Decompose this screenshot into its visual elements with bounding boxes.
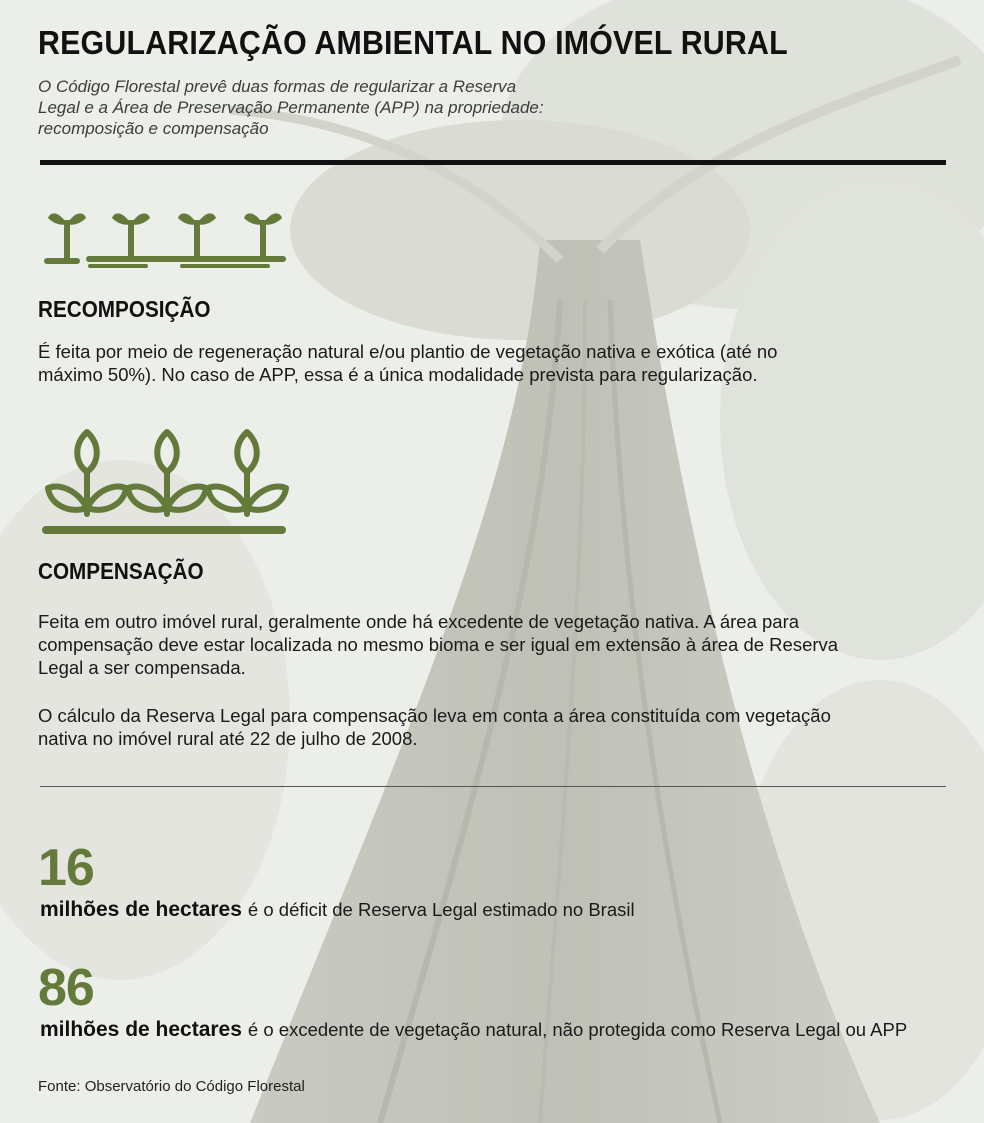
- text-line: Legal a ser compensada.: [38, 657, 246, 678]
- subtitle-line: recomposição e compensação: [38, 119, 269, 138]
- text-line: máximo 50%). No caso de APP, essa é a única modalidade prevista para regularização.: [38, 364, 758, 385]
- compensacao-text-1: [38, 610, 838, 679]
- stat-text: é o déficit de Reserva Legal estimado no Brasil: [247, 899, 635, 920]
- stat-text: é o excedente de vegetação natural, não protegida como Reserva Legal ou APP: [247, 1019, 908, 1040]
- subtitle-line: O Código Florestal prevê duas formas de regularizar a Reserva: [38, 77, 517, 96]
- text-line: É feita por meio de regeneração natural e/ou plantio de vegetação nativa e exótica (até no: [38, 341, 778, 362]
- recomposicao-text: [38, 340, 777, 386]
- header-divider: [40, 160, 946, 165]
- text-line: O cálculo da Reserva Legal para compensação leva em conta a área constituída com vegetação: [38, 705, 831, 726]
- page-subtitle: [38, 76, 598, 139]
- stat-number: 86: [38, 959, 94, 1017]
- stat-description: [40, 1018, 907, 1042]
- subtitle-line: Legal e a Área de Preservação Permanente (APP) na propriedade:: [38, 98, 544, 117]
- stat-description: [40, 898, 635, 922]
- stat-unit: milhões de hectares: [40, 898, 242, 921]
- stat-unit: milhões de hectares: [40, 1018, 242, 1041]
- source-credit: Fonte: Observatório do Código Florestal: [38, 1078, 305, 1095]
- plants-icon: [40, 428, 290, 545]
- compensacao-text-2: [38, 704, 831, 750]
- text-line: Feita em outro imóvel rural, geralmente onde há excedente de vegetação nativa. A área para: [38, 611, 800, 632]
- section-title-recomposicao: RECOMPOSIÇÃO: [38, 296, 211, 322]
- stat-number: 16: [38, 839, 94, 897]
- text-line: compensação deve estar localizada no mesmo bioma e ser igual em extensão à área de Reserva: [38, 634, 839, 655]
- sprouts-icon: [40, 200, 300, 277]
- section-title-compensacao: COMPENSAÇÃO: [38, 558, 204, 584]
- stats-divider: [40, 786, 946, 787]
- text-line: nativa no imóvel rural até 22 de julho de 2008.: [38, 728, 418, 749]
- page-title: REGULARIZAÇÃO AMBIENTAL NO IMÓVEL RURAL: [38, 24, 788, 61]
